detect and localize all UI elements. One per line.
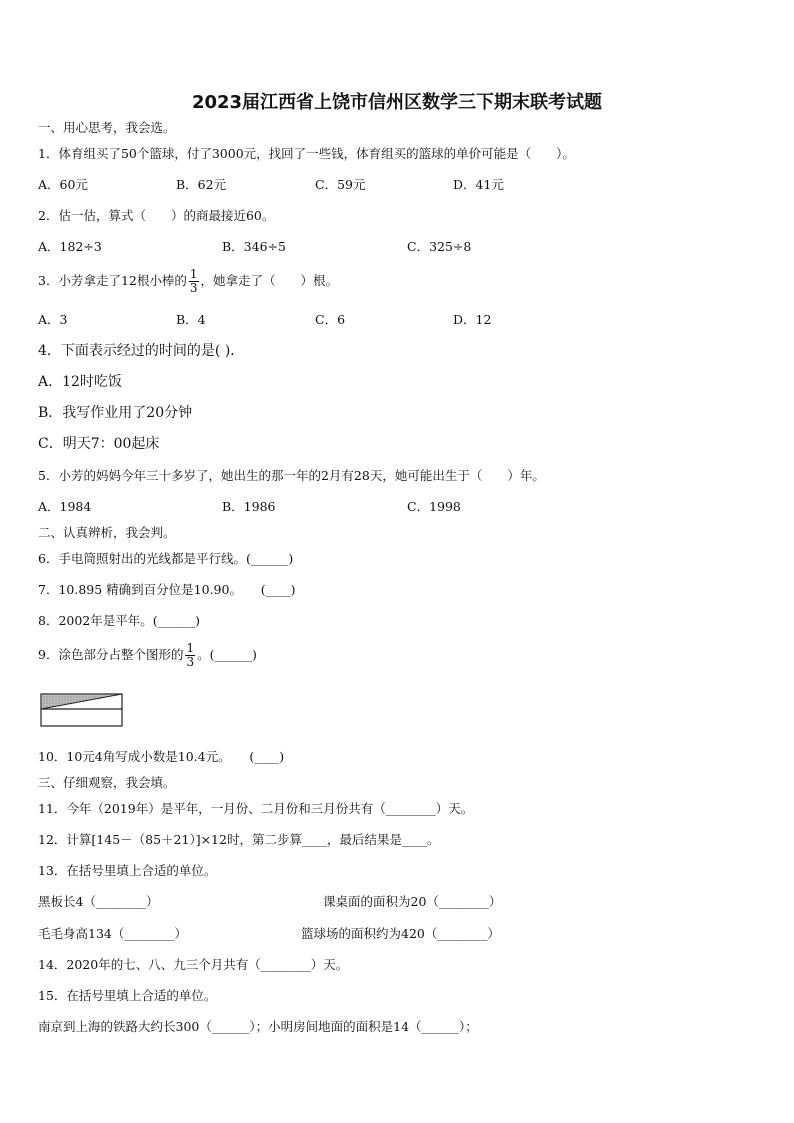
q4-option-a: A．12时吃饭 [38,374,122,390]
q5-option-b: B．1986 [222,499,276,514]
section-heading-1: 一、用心思考，我会选。 [38,120,176,135]
q2-option-a: A．182÷3 [38,239,102,254]
question-2: 2．估一估，算式（ ）的商最接近60。 [38,208,275,223]
section-heading-3: 三、仔细观察，我会填。 [38,775,176,790]
q1-option-c: C．59元 [315,177,366,192]
q13-item-2: 课桌面的面积为20（________） [323,894,502,909]
q3-option-c: C．6 [315,312,346,327]
q5-option-c: C．1998 [407,499,461,514]
q15-line: 南京到上海的铁路大约长300（______）；小明房间地面的面积是14（______）； [38,1019,478,1034]
question-6: 6．手电筒照射出的光线都是平行线。(______) [38,551,294,566]
q2-option-b: B．346÷5 [222,239,286,254]
q3-fraction [189,268,199,295]
q9-text-pre: 9．涂色部分占整个图形的 [38,647,184,662]
q13-item-1: 黑板长4（________） [38,894,159,909]
question-8: 8．2002年是平年。(______) [38,613,201,628]
q9-numerator: 1 [186,641,195,655]
q4-option-b: B．我写作业用了20分钟 [38,405,193,421]
page-title: 2023届江西省上饶市信州区数学三下期末联考试题 [191,92,603,113]
question-7: 7．10.895 精确到百分位是10.90。 (____) [38,582,296,597]
q3-text-pre: 3．小芳拿走了12根小棒的 [38,273,187,288]
q1-option-a: A．60元 [38,177,88,192]
section-heading-2: 二、认真辨析，我会判。 [38,525,176,540]
q3-numerator: 1 [189,267,198,281]
q3-text-post: ，她拿走了（ ）根。 [200,273,339,288]
q3-option-a: A．3 [38,312,68,327]
question-1: 1．体育组买了50个篮球，付了3000元，找回了一些钱，体育组买的篮球的单价可能是（ ）。 [38,146,575,161]
q3-option-d: D．12 [453,312,492,327]
shaded-rectangle-figure [40,693,124,729]
q3-option-b: B．4 [176,312,206,327]
q9-text-post: 。(______) [197,647,257,662]
question-3 [38,268,338,295]
q1-option-d: D．41元 [453,177,504,192]
q9-denominator: 3 [186,655,195,669]
question-10: 10．10元4角写成小数是10.4元。 (____) [38,749,285,764]
q9-fraction [185,642,195,669]
q5-option-a: A．1984 [38,499,92,514]
q1-option-b: B．62元 [176,177,227,192]
question-4: 4．下面表示经过的时间的是( )． [38,343,245,359]
question-14: 14．2020年的七、八、九三个月共有（________）天。 [38,957,349,972]
question-12: 12．计算[145－（85＋21）]×12时，第二步算____，最后结果是____。 [38,832,440,847]
question-9 [38,642,257,669]
q13-item-4: 篮球场的面积约为420（________） [301,926,500,941]
q13-item-3: 毛毛身高134（________） [38,926,187,941]
q4-option-c: C．明天7：00起床 [38,436,160,452]
question-15: 15．在括号里填上合适的单位。 [38,988,217,1003]
q2-option-c: C．325÷8 [407,239,472,254]
question-13: 13．在括号里填上合适的单位。 [38,863,217,878]
question-11: 11．今年（2019年）是平年，一月份、二月份和三月份共有（________）天。 [38,801,474,816]
q3-denominator: 3 [189,281,198,295]
question-5: 5．小芳的妈妈今年三十多岁了，她出生的那一年的2月有28天，她可能出生于（ ）年。 [38,468,545,483]
